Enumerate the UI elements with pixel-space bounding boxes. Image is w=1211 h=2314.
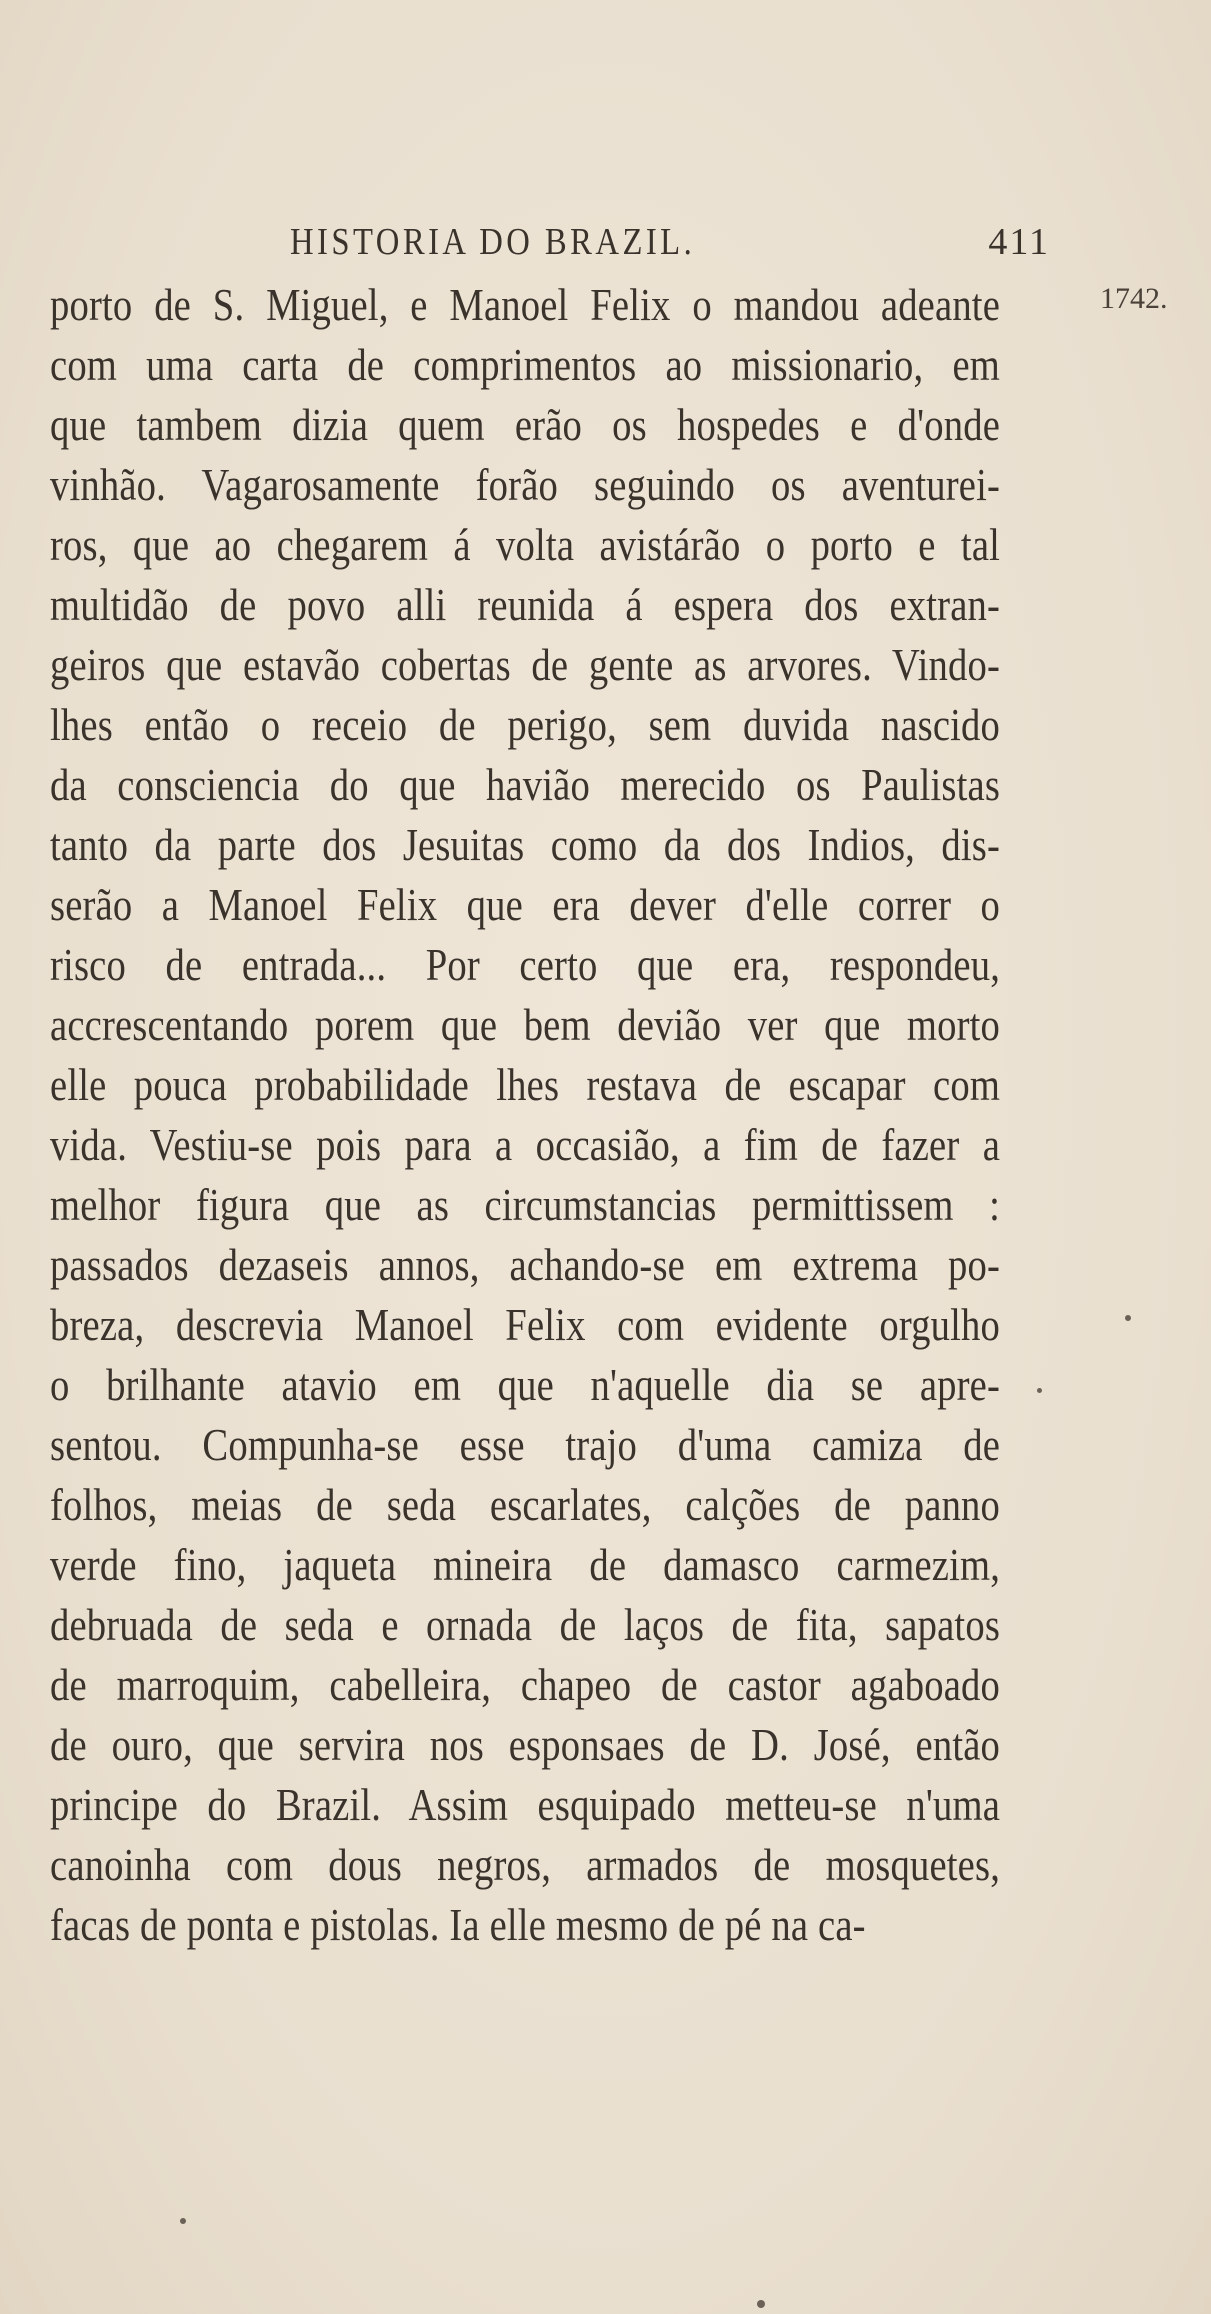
text-line: folhos, meias de seda escarlates, calções de panno — [50, 1479, 1001, 1530]
text-line: ros, que ao chegarem á volta avistárão o porto e tal — [50, 519, 1001, 570]
text-line: da consciencia do que havião merecido os Paulistas — [50, 759, 1001, 810]
text-line: porto de S. Miguel, e Manoel Felix o mandou adeante — [50, 279, 1001, 330]
text-line: breza, descrevia Manoel Felix com evidente orgulho — [50, 1299, 1001, 1350]
text-line: com uma carta de comprimentos ao missionario, em — [50, 339, 1001, 390]
text-line: serão a Manoel Felix que era dever d'elle correr o — [50, 879, 1001, 930]
text-line: principe do Brazil. Assim esquipado metteu-se n'uma — [50, 1779, 1001, 1830]
text-line: o brilhante atavio em que n'aquelle dia se apre- — [50, 1359, 1001, 1410]
page-number: 411 — [988, 221, 1050, 263]
text-line: facas de ponta e pistolas. Ia elle mesmo de pé na ca- — [50, 1899, 866, 1950]
text-line: sentou. Compunha-se esse trajo d'uma camiza de — [50, 1419, 1001, 1470]
text-line: multidão de povo alli reunida á espera dos extran- — [50, 579, 1001, 630]
text-line: de ouro, que servira nos esponsaes de D. José, então — [50, 1719, 1001, 1770]
paper-speck — [1037, 1388, 1042, 1393]
text-line: elle pouca probabilidade lhes restava de escapar com — [50, 1059, 1001, 1110]
text-line: tanto da parte dos Jesuitas como da dos Indios, dis- — [50, 819, 1001, 870]
running-head: HISTORIA DO BRAZIL. — [290, 221, 696, 263]
text-line: canoinha com dous negros, armados de mosquetes, — [50, 1839, 1001, 1890]
page-header — [290, 220, 1050, 280]
text-line: de marroquim, cabelleira, chapeo de castor agaboado — [50, 1659, 1001, 1710]
text-line: que tambem dizia quem erão os hospedes e d'onde — [50, 399, 1001, 450]
body-text — [50, 275, 1000, 1955]
paper-speck — [1125, 1315, 1131, 1321]
text-line: accrescentando porem que bem devião ver que morto — [50, 999, 1001, 1050]
text-line: verde fino, jaqueta mineira de damasco carmezim, — [50, 1539, 1001, 1590]
text-line: vinhão. Vagarosamente forão seguindo os aventurei- — [50, 459, 1001, 510]
text-line: vida. Vestiu-se pois para a occasião, a fim de fazer a — [50, 1119, 1001, 1170]
margin-year-note: 1742. — [1100, 282, 1168, 315]
paper-speck — [180, 2218, 186, 2224]
text-line: debruada de seda e ornada de laços de fita, sapatos — [50, 1599, 1001, 1650]
text-line: melhor figura que as circumstancias permittissem : — [50, 1179, 1001, 1230]
paper-speck — [757, 2300, 765, 2308]
text-line: lhes então o receio de perigo, sem duvida nascido — [50, 699, 1001, 750]
text-line: risco de entrada... Por certo que era, respondeu, — [50, 939, 1001, 990]
text-line: passados dezaseis annos, achando-se em extrema po- — [50, 1239, 1001, 1290]
text-line: geiros que estavão cobertas de gente as arvores. Vindo- — [50, 639, 1001, 690]
